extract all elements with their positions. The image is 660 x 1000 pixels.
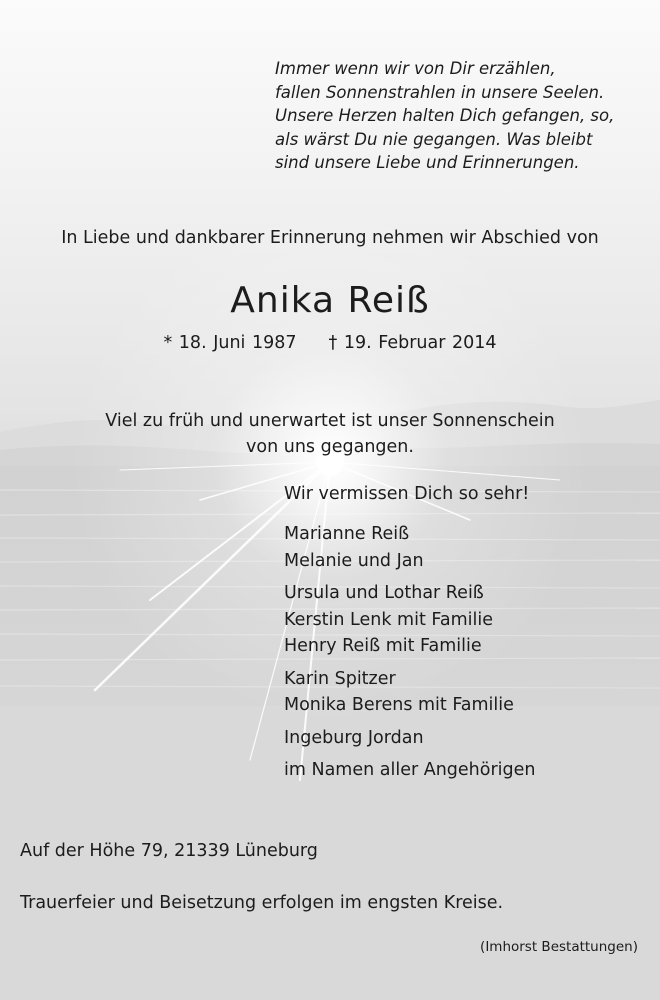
poem-line: sind unsere Liebe und Erinnerungen. xyxy=(275,153,580,172)
mourner-name: im Namen aller Angehörigen xyxy=(284,760,536,780)
mourners-lead: Wir vermissen Dich so sehr! xyxy=(284,484,530,504)
mourner-group xyxy=(284,725,536,752)
funeral-note: Trauerfeier und Beisetzung erfolgen im engsten Kreise. xyxy=(20,893,504,913)
poem-line: fallen Sonnenstrahlen in unsere Seelen. xyxy=(275,82,605,102)
poem-line: als wärst Du nie gegangen. Was bleibt xyxy=(275,129,593,149)
mourner-name: Ursula und Lothar Reiß xyxy=(284,583,484,603)
mourner-name: Kerstin Lenk mit Familie xyxy=(284,609,493,630)
message-line: von uns gegangen. xyxy=(246,437,414,457)
birth-date: * 18. Juni 1987 xyxy=(163,333,297,353)
mourner-name: Marianne Reiß xyxy=(284,524,410,544)
undertaker-credit: (Imhorst Bestattungen) xyxy=(480,939,638,955)
mourners-list xyxy=(284,484,536,790)
message-line: Viel zu früh und unerwartet ist unser Sonnenschein xyxy=(105,411,555,431)
deceased-name: Anika Reiß xyxy=(230,280,430,321)
mourner-group xyxy=(284,757,536,784)
poem-line: Unsere Herzen halten Dich gefangen, so, xyxy=(275,106,615,125)
life-dates xyxy=(0,333,660,353)
mourner-name: Melanie und Jan xyxy=(284,550,424,571)
mourner-name: Karin Spitzer xyxy=(284,668,396,689)
mourner-group xyxy=(284,580,536,660)
mourner-group xyxy=(284,666,536,719)
death-date: † 19. Februar 2014 xyxy=(328,333,497,353)
mourner-name: Henry Reiß mit Familie xyxy=(284,636,482,656)
mourner-group xyxy=(284,521,536,574)
poem-line: Immer wenn wir von Dir erzählen, xyxy=(275,59,556,78)
family-address: Auf der Höhe 79, 21339 Lüneburg xyxy=(20,841,318,861)
farewell-intro: In Liebe und dankbarer Erinnerung nehmen wir Abschied von xyxy=(61,228,599,248)
remembrance-message xyxy=(0,408,660,460)
mourner-name: Ingeburg Jordan xyxy=(284,727,424,748)
mourner-name: Monika Berens mit Familie xyxy=(284,695,514,715)
poem xyxy=(275,57,614,175)
